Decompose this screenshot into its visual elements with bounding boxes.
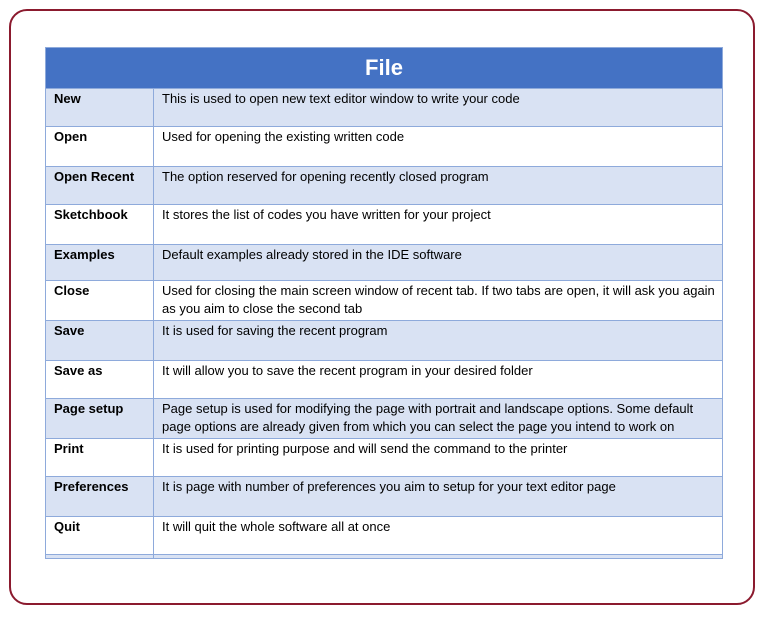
menu-item-name: New xyxy=(46,89,154,127)
empty-cell xyxy=(154,555,723,559)
menu-item-description: Default examples already stored in the IDE software xyxy=(154,245,723,281)
menu-item-description: This is used to open new text editor window to write your code xyxy=(154,89,723,127)
menu-item-description: It will quit the whole software all at once xyxy=(154,517,723,555)
menu-item-name: Examples xyxy=(46,245,154,281)
menu-item-description: Used for opening the existing written code xyxy=(154,127,723,167)
table-row xyxy=(46,127,723,167)
table-row xyxy=(46,399,723,439)
menu-item-name: Sketchbook xyxy=(46,205,154,245)
menu-item-name: Quit xyxy=(46,517,154,555)
table-row xyxy=(46,321,723,361)
menu-item-name: Close xyxy=(46,281,154,321)
table-row xyxy=(46,361,723,399)
menu-item-description: It stores the list of codes you have written for your project xyxy=(154,205,723,245)
table-row xyxy=(46,517,723,555)
table-row-spacer xyxy=(46,555,723,559)
menu-item-description: The option reserved for opening recently closed program xyxy=(154,167,723,205)
table-row xyxy=(46,167,723,205)
menu-item-name: Save xyxy=(46,321,154,361)
table-row xyxy=(46,281,723,321)
menu-item-description: It is used for printing purpose and will send the command to the printer xyxy=(154,439,723,477)
file-menu-table xyxy=(45,47,723,559)
menu-item-description: It is used for saving the recent program xyxy=(154,321,723,361)
table-row xyxy=(46,439,723,477)
menu-item-description: It will allow you to save the recent program in your desired folder xyxy=(154,361,723,399)
table-title: File xyxy=(46,48,723,89)
menu-item-description: It is page with number of preferences you aim to setup for your text editor page xyxy=(154,477,723,517)
menu-item-name: Open xyxy=(46,127,154,167)
menu-item-name: Save as xyxy=(46,361,154,399)
menu-item-description: Page setup is used for modifying the page with portrait and landscape options. Some default page options are already given from which you can select the page you intend to work on xyxy=(154,399,723,439)
table-row xyxy=(46,89,723,127)
menu-item-name: Open Recent xyxy=(46,167,154,205)
table-row xyxy=(46,205,723,245)
table-row xyxy=(46,245,723,281)
menu-item-name: Preferences xyxy=(46,477,154,517)
table-row xyxy=(46,477,723,517)
menu-item-name: Print xyxy=(46,439,154,477)
menu-item-name: Page setup xyxy=(46,399,154,439)
menu-item-description: Used for closing the main screen window of recent tab. If two tabs are open, it will ask you again as you aim to close the second tab xyxy=(154,281,723,321)
empty-cell xyxy=(46,555,154,559)
